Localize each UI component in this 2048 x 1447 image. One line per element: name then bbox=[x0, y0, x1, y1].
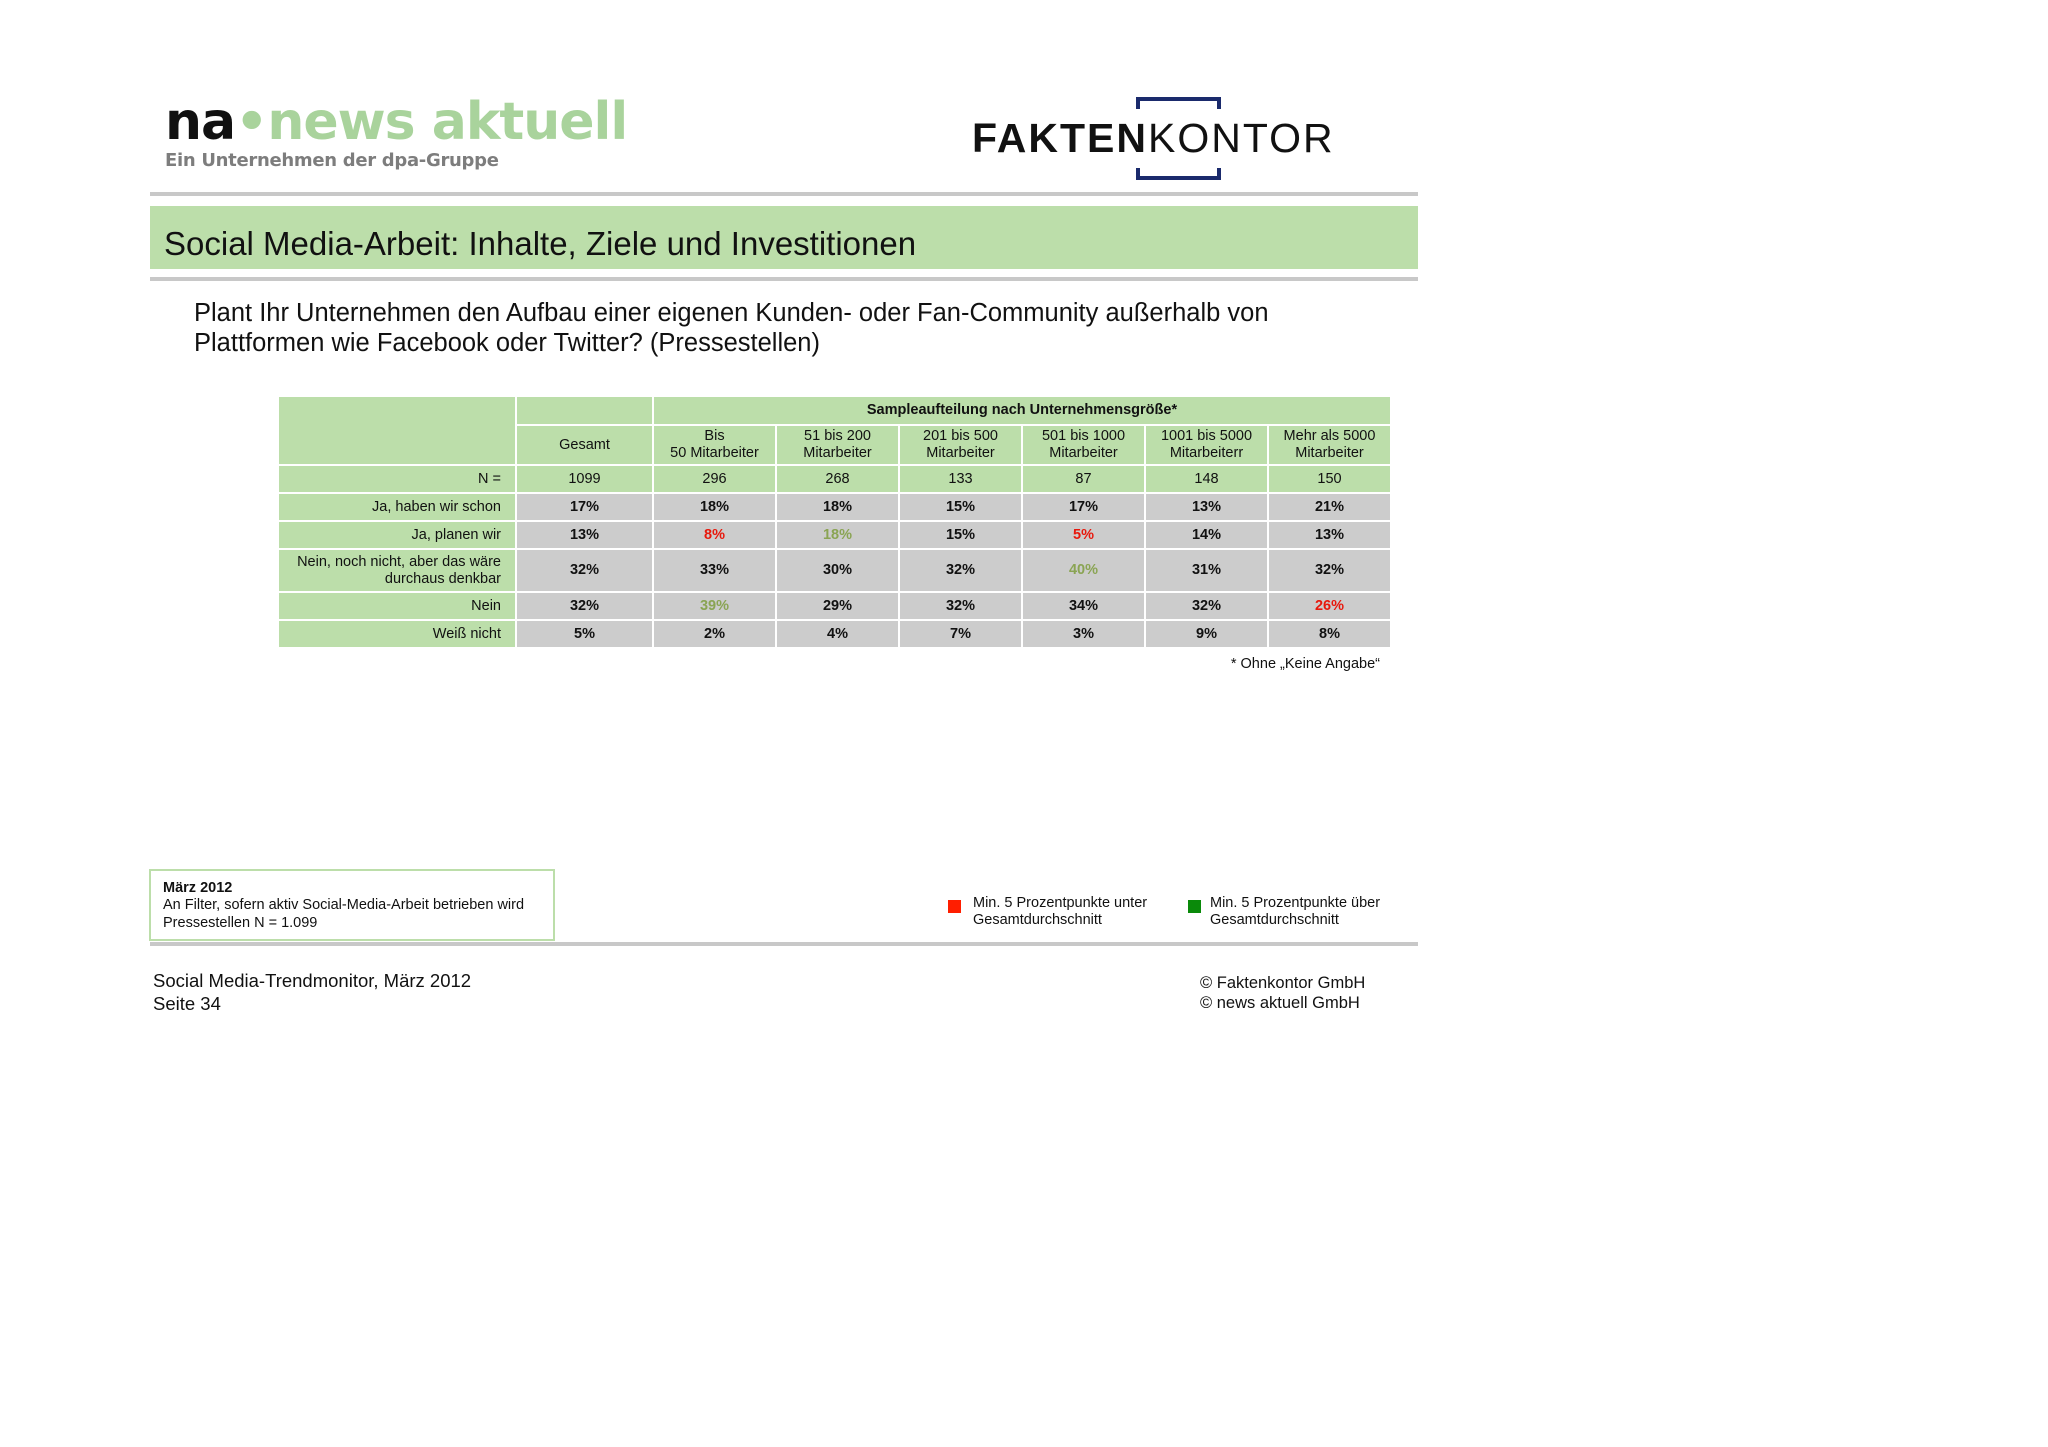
info-sample: Pressestellen N = 1.099 bbox=[163, 915, 318, 931]
value-cell: 17% bbox=[1022, 493, 1145, 521]
n-value-cell: 296 bbox=[653, 465, 776, 493]
value-cell: 15% bbox=[899, 493, 1022, 521]
footer-copyright bbox=[1200, 974, 1419, 1013]
value-cell: 32% bbox=[899, 549, 1022, 592]
value-cell: 18% bbox=[653, 493, 776, 521]
legend-below-average-swatch bbox=[948, 900, 961, 913]
table-header-empty-cell bbox=[516, 396, 653, 425]
value-cell: 32% bbox=[899, 592, 1022, 620]
n-value-cell: 148 bbox=[1145, 465, 1268, 493]
n-value-cell: 1099 bbox=[516, 465, 653, 493]
table-row-n bbox=[278, 465, 1391, 493]
info-date: März 2012 bbox=[163, 880, 233, 896]
table-row bbox=[278, 549, 1391, 592]
n-value-cell: 87 bbox=[1022, 465, 1145, 493]
column-header: 201 bis 500 Mitarbeiter bbox=[899, 425, 1022, 465]
column-header-gesamt: Gesamt bbox=[516, 425, 653, 465]
value-cell: 39% bbox=[653, 592, 776, 620]
faktenkontor-logo: FAKTENKONTOR bbox=[970, 96, 1390, 184]
info-filter: An Filter, sofern aktiv Social-Media-Arbeit betrieben wird bbox=[163, 897, 525, 913]
value-cell: 14% bbox=[1145, 521, 1268, 549]
copyright-faktenkontor: © Faktenkontor GmbH bbox=[1200, 974, 1366, 992]
value-cell: 30% bbox=[776, 549, 899, 592]
value-cell: 17% bbox=[516, 493, 653, 521]
value-cell: 32% bbox=[516, 592, 653, 620]
table-header-group-row bbox=[278, 396, 1391, 425]
value-cell: 13% bbox=[1145, 493, 1268, 521]
row-label: N = bbox=[278, 465, 516, 493]
news-aktuell-tagline: Ein Unternehmen der dpa-Gruppe bbox=[165, 150, 499, 171]
value-cell: 7% bbox=[899, 620, 1022, 648]
survey-question: Plant Ihr Unternehmen den Aufbau einer eigenen Kunden- oder Fan-Community außerhalb von Plattformen wie Facebook oder Twitter? (Pressestellen) bbox=[194, 299, 1269, 357]
row-label: Ja, haben wir schon bbox=[278, 493, 516, 521]
value-cell: 33% bbox=[653, 549, 776, 592]
value-cell: 9% bbox=[1145, 620, 1268, 648]
value-cell: 2% bbox=[653, 620, 776, 648]
footer-page-number: Seite 34 bbox=[153, 993, 221, 1014]
n-value-cell: 133 bbox=[899, 465, 1022, 493]
table-row bbox=[278, 493, 1391, 521]
value-cell: 8% bbox=[1268, 620, 1391, 648]
sample-info-box bbox=[149, 869, 555, 941]
column-header: Bis 50 Mitarbeiter bbox=[653, 425, 776, 465]
column-header: 501 bis 1000 Mitarbeiter bbox=[1022, 425, 1145, 465]
value-cell: 8% bbox=[653, 521, 776, 549]
value-cell: 21% bbox=[1268, 493, 1391, 521]
row-label: Weiß nicht bbox=[278, 620, 516, 648]
value-cell: 40% bbox=[1022, 549, 1145, 592]
table-footnote: * Ohne „Keine Angabe“ bbox=[1230, 656, 1380, 672]
group-header: Sampleaufteilung nach Unternehmensgröße* bbox=[653, 396, 1391, 425]
value-cell: 31% bbox=[1145, 549, 1268, 592]
copyright-news-aktuell: © news aktuell GmbH bbox=[1200, 993, 1360, 1012]
column-header: 51 bis 200 Mitarbeiter bbox=[776, 425, 899, 465]
results-table bbox=[277, 395, 1392, 649]
value-cell: 5% bbox=[1022, 521, 1145, 549]
column-header: 1001 bis 5000 Mitarbeiterr bbox=[1145, 425, 1268, 465]
column-header: Mehr als 5000 Mitarbeiter bbox=[1268, 425, 1391, 465]
n-value-cell: 150 bbox=[1268, 465, 1391, 493]
slide-title: Social Media-Arbeit: Inhalte, Ziele und Investitionen bbox=[164, 225, 917, 262]
news-aktuell-logo: na•news aktuell Ein Unternehmen der dpa-Gruppe bbox=[165, 92, 628, 171]
table-row bbox=[278, 620, 1391, 648]
value-cell: 18% bbox=[776, 493, 899, 521]
value-cell: 13% bbox=[1268, 521, 1391, 549]
legend-below-average-label: Min. 5 Prozentpunkte unter Gesamtdurchschnitt bbox=[973, 895, 1148, 928]
value-cell: 5% bbox=[516, 620, 653, 648]
value-cell: 13% bbox=[516, 521, 653, 549]
row-label: Nein, noch nicht, aber das wäre durchaus denkbar bbox=[278, 549, 516, 592]
n-value-cell: 268 bbox=[776, 465, 899, 493]
footer-divider bbox=[150, 942, 1418, 946]
table-row bbox=[278, 521, 1391, 549]
table-row bbox=[278, 592, 1391, 620]
row-label: Nein bbox=[278, 592, 516, 620]
footer-publication: Social Media-Trendmonitor, März 2012 bbox=[153, 970, 472, 991]
value-cell: 29% bbox=[776, 592, 899, 620]
slide-title-bar bbox=[150, 206, 1418, 269]
table-corner-cell bbox=[278, 396, 516, 465]
legend-above-average-swatch bbox=[1188, 900, 1201, 913]
legend-above-average-label: Min. 5 Prozentpunkte über Gesamtdurchschnitt bbox=[1210, 895, 1381, 928]
row-label: Ja, planen wir bbox=[278, 521, 516, 549]
header-divider bbox=[150, 192, 1418, 196]
value-cell: 32% bbox=[516, 549, 653, 592]
value-cell: 32% bbox=[1145, 592, 1268, 620]
value-cell: 18% bbox=[776, 521, 899, 549]
value-cell: 34% bbox=[1022, 592, 1145, 620]
value-cell: 4% bbox=[776, 620, 899, 648]
value-cell: 3% bbox=[1022, 620, 1145, 648]
value-cell: 26% bbox=[1268, 592, 1391, 620]
title-divider bbox=[150, 277, 1418, 281]
value-cell: 15% bbox=[899, 521, 1022, 549]
value-cell: 32% bbox=[1268, 549, 1391, 592]
footer-left bbox=[153, 969, 471, 1015]
